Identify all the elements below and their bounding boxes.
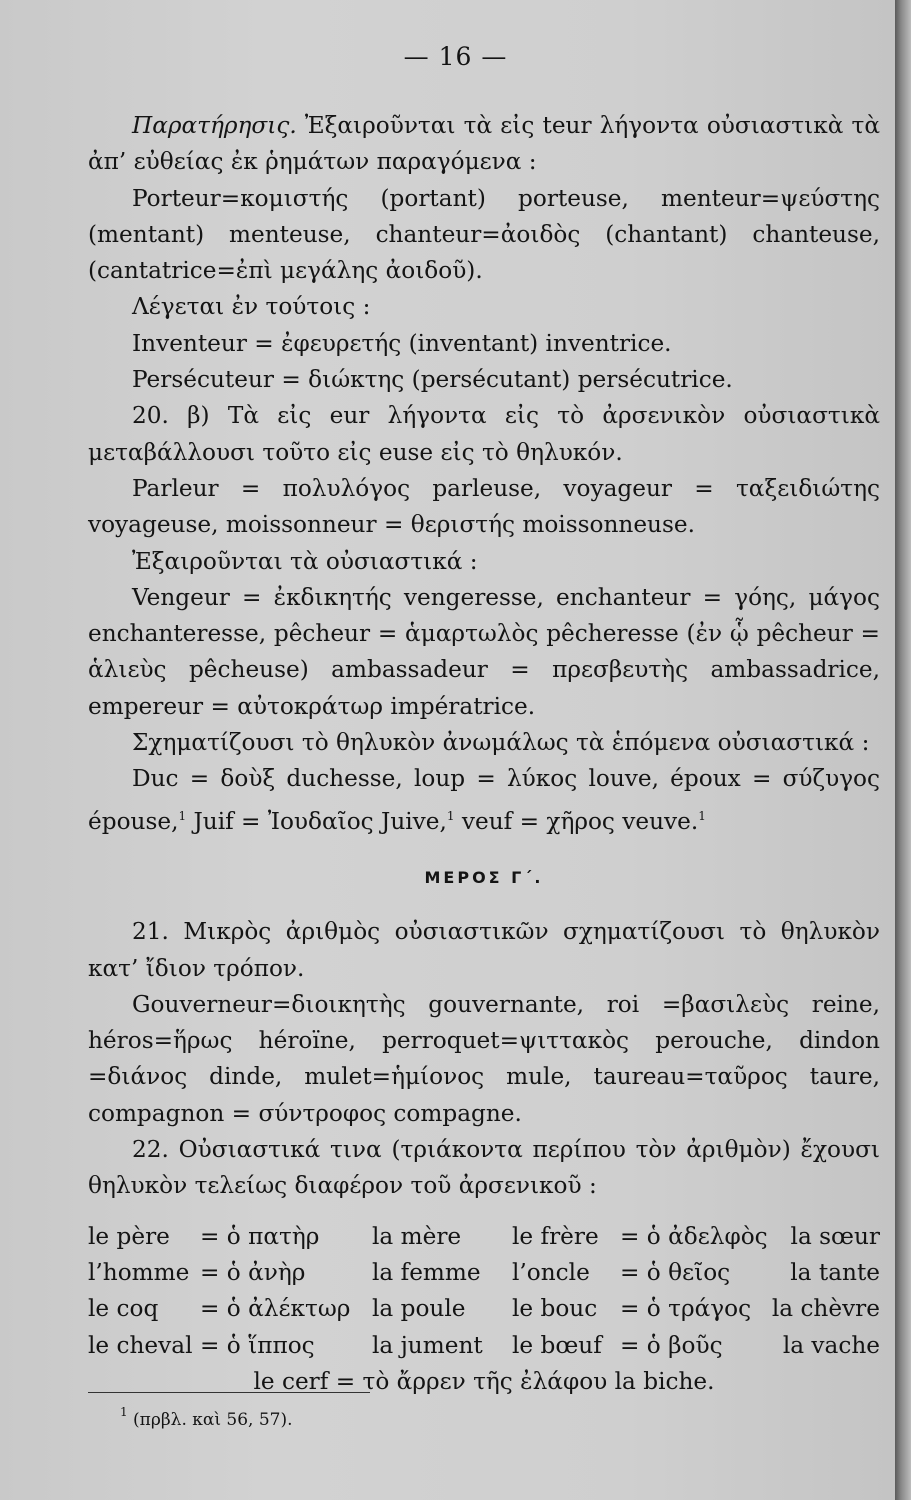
page-body	[88, 108, 880, 1400]
table-row: le père = ὁ πατὴρ la mère le frère = ὁ ἀδελφὸς la sœur	[88, 1222, 880, 1250]
paragraph-parleur: Parleur = πολυλόγος parleuse, voyageur = ταξειδιώτης voyageuse, moissonneur = θεριστής moissonneuse.	[88, 474, 880, 539]
pairs-last-line: le cerf = τὸ ἄρρεν τῆς ἐλάφου la biche.	[253, 1367, 715, 1395]
footnote	[120, 1405, 293, 1430]
remark-text: Ἐξαιροῦνται τὰ εἰς teur λήγοντα οὐσιαστικὰ τὰ ἀπ’ εὐθείας ἐκ ῥημάτων παραγόμενα :	[88, 112, 880, 176]
remark-label: Παρατήρησις.	[132, 112, 297, 139]
paragraph-rule-21: 21. Μικρὸς ἀριθμὸς οὐσιαστικῶν σχηματίζουσι τὸ θηλυκὸν κατ’ ἴδιον τρόπον.	[88, 918, 880, 982]
paragraph-vengeur: Vengeur = ἐκδικητής vengeresse, enchanteur = γόης, μάγος enchanteresse, pêcheur = ἁμαρτωλὸς pêcheresse (ἐν ᾧ pêcheur = ἁλιεὺς pêcheuse) ambassadeur = πρεσβευτὴς ambassadrice, empereur = αὐτοκράτωρ impératrice.	[88, 583, 880, 720]
section-heading: ΜΕΡΟΣ Γ΄.	[424, 867, 544, 887]
table-row: le cheval = ὁ ἵππος la jument le bœuf = ὁ βοῦς la vache	[88, 1331, 880, 1359]
page-edge	[895, 0, 911, 1500]
paragraph-exceptions: Ἐξαιροῦνται τὰ οὐσιαστικά :	[132, 547, 478, 575]
paragraph-inventeur: Inventeur = ἐφευρετής (inventant) inventrice.	[132, 329, 672, 357]
paragraph-duc: Duc = δοὺξ duchesse, loup = λύκος louve, époux = σύζυγος épouse,$^1$ Juif = Ἰουδαῖος Juive,$^1$ veuf = χῆρος veuve.$^1$	[88, 765, 880, 835]
footnote-ref: 1	[446, 808, 455, 823]
footnote-mark: 1	[120, 1405, 128, 1419]
table-row: l’homme = ὁ ἀνὴρ la femme l’oncle = ὁ θεῖος la tante	[88, 1258, 880, 1286]
paragraph-rule-22: 22. Οὐσιαστικά τινα (τριάκοντα περίπου τὸν ἀριθμὸν) ἔχουσι θηλυκὸν τελείως διαφέρον τοῦ ἀρσενικοῦ :	[88, 1136, 880, 1200]
table-row: le coq = ὁ ἀλέκτωρ la poule le bouc = ὁ τράγος la chèvre	[88, 1295, 880, 1323]
paragraph-rule-20: 20. β) Τὰ εἰς eur λήγοντα εἰς τὸ ἀρσενικὸν οὐσιαστικὰ μεταβάλλουσι τοῦτο εἰς euse εἰς τὸ θηλυκόν.	[88, 402, 880, 466]
footnote-ref: 1	[698, 808, 706, 823]
paragraph-porteur: Porteur=κομιστής (portant) porteuse, menteur=ψεύστης (mentant) menteuse, chanteur=ἀοιδὸς (chantant) chanteuse, (cantatrice=ἐπὶ μεγάλης ἀοιδοῦ).	[88, 184, 880, 285]
table-row	[88, 1364, 880, 1400]
page-number: — 16 —	[403, 42, 508, 71]
paragraph-gouverneur: Gouverneur=διοικητὴς gouvernante, roi =βασιλεὺς reine, héros=ἥρως héroïne, perroquet=ψιττακὸς perouche, dindon =διάνος dinde, mulet=ἡμίονος mule, taureau=ταῦρος taure, compagnon = σύντροφος compagne.	[88, 990, 880, 1127]
footnote-ref: 1	[178, 808, 187, 823]
paragraph-irregular: Σχηματίζουσι τὸ θηλυκὸν ἀνωμάλως τὰ ἑπόμενα οὐσιαστικά :	[132, 729, 870, 757]
paragraph-persecuteur: Persécuteur = διώκτης (persécutant) persécutrice.	[132, 366, 733, 394]
paragraph-remark	[88, 108, 880, 181]
gender-pairs-table	[88, 1219, 880, 1400]
paragraph-legetai: Λέγεται ἐν τούτοις :	[132, 293, 371, 321]
footnote-divider	[88, 1392, 370, 1393]
footnote-text: (πρβλ. καὶ 56, 57).	[127, 1410, 293, 1430]
